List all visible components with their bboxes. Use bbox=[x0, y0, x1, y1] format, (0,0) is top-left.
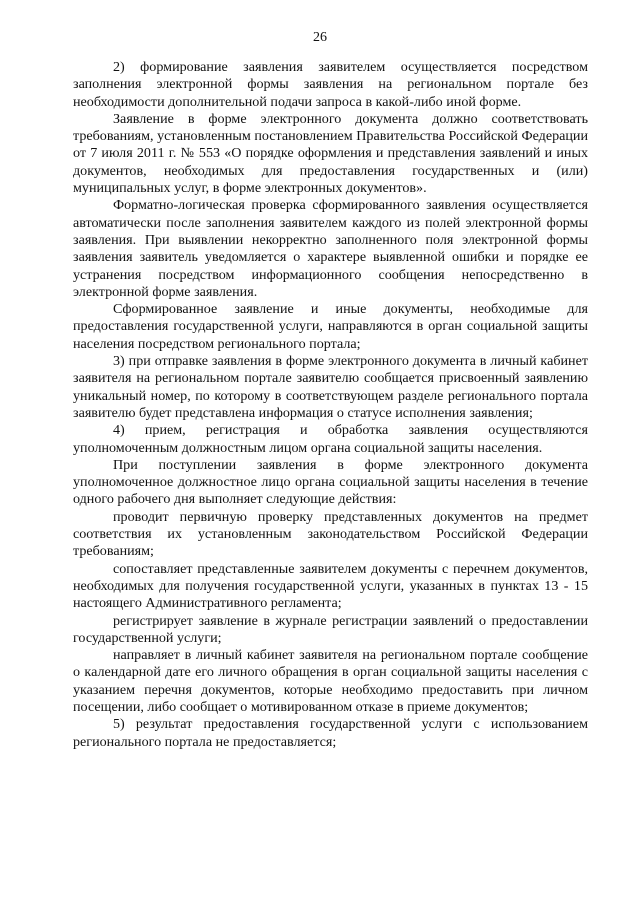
page-number: 26 bbox=[313, 30, 327, 45]
paragraph: регистрирует заявление в журнале регистрации заявлений о предоставлении государственной услуги; bbox=[73, 612, 588, 646]
paragraph: Сформированное заявление и иные документы, необходимые для предоставления государственной услуги, направляются в орган социальной защиты населения посредством регионального портала; bbox=[73, 301, 588, 352]
paragraph: проводит первичную проверку представленных документов на предмет соответствия их установленным законодательством Российской Федерации требованиям; bbox=[73, 508, 588, 560]
paragraph: Заявление в форме электронного документа должно соответствовать требованиям, установленным постановлением Правительства Российской Федерации от 7 июля 2011 г. № 553 «О порядке оформления и представления заявлений и иных документов, необходимых для предоставления государственных и (или) муниципальных услуг, в форме электронных документов». bbox=[73, 110, 589, 197]
paragraph: 2) формирование заявления заявителем осуществляется посредством заполнения электронной формы заявления на региональном портале без необходимости дополнительной подачи запроса в какой-либо иной форме. bbox=[73, 59, 588, 110]
document-body bbox=[73, 59, 588, 751]
paragraph: Форматно-логическая проверка сформированного заявления осуществляется автоматически после заполнения заявителем каждого из полей электронной формы заявления. При выявлении некорректно заполненного поля электронной формы заявления заявитель уведомляется о характере выявленной ошибки и порядке ее устранения посредством информационного сообщения непосредственно в электронной форме заявления. bbox=[73, 197, 588, 300]
paragraph: сопоставляет представленные заявителем документы с перечнем документов, необходимых для получения государственной услуги, указанных в пунктах 13 - 15 настоящего Административного регламента; bbox=[73, 560, 588, 612]
paragraph: направляет в личный кабинет заявителя на региональном портале сообщение о календарной дате его личного обращения в орган социальной защиты населения с указанием перечня документов, которые необходимо предоставить при личном посещении, либо сообщает о мотивированном отказе в приеме документов; bbox=[73, 647, 588, 715]
paragraph: 5) результат предоставления государственной услуги с использованием регионального портала не предоставляется; bbox=[73, 716, 588, 750]
paragraph: 3) при отправке заявления в форме электронного документа в личный кабинет заявителя на региональном портале заявителю сообщается присвоенный заявлению уникальный номер, по которому в соответствующем разделе регионального портала заявителю будет представлена информация о статусе исполнения заявления; bbox=[73, 353, 588, 421]
paragraph: При поступлении заявления в форме электронного документа уполномоченное должностное лицо органа социальной защиты населения в течение одного рабочего дня выполняет следующие действия: bbox=[73, 456, 588, 508]
paragraph: 4) прием, регистрация и обработка заявления осуществляются уполномоченным должностным лицом органа социальной защиты населения. bbox=[73, 422, 588, 456]
